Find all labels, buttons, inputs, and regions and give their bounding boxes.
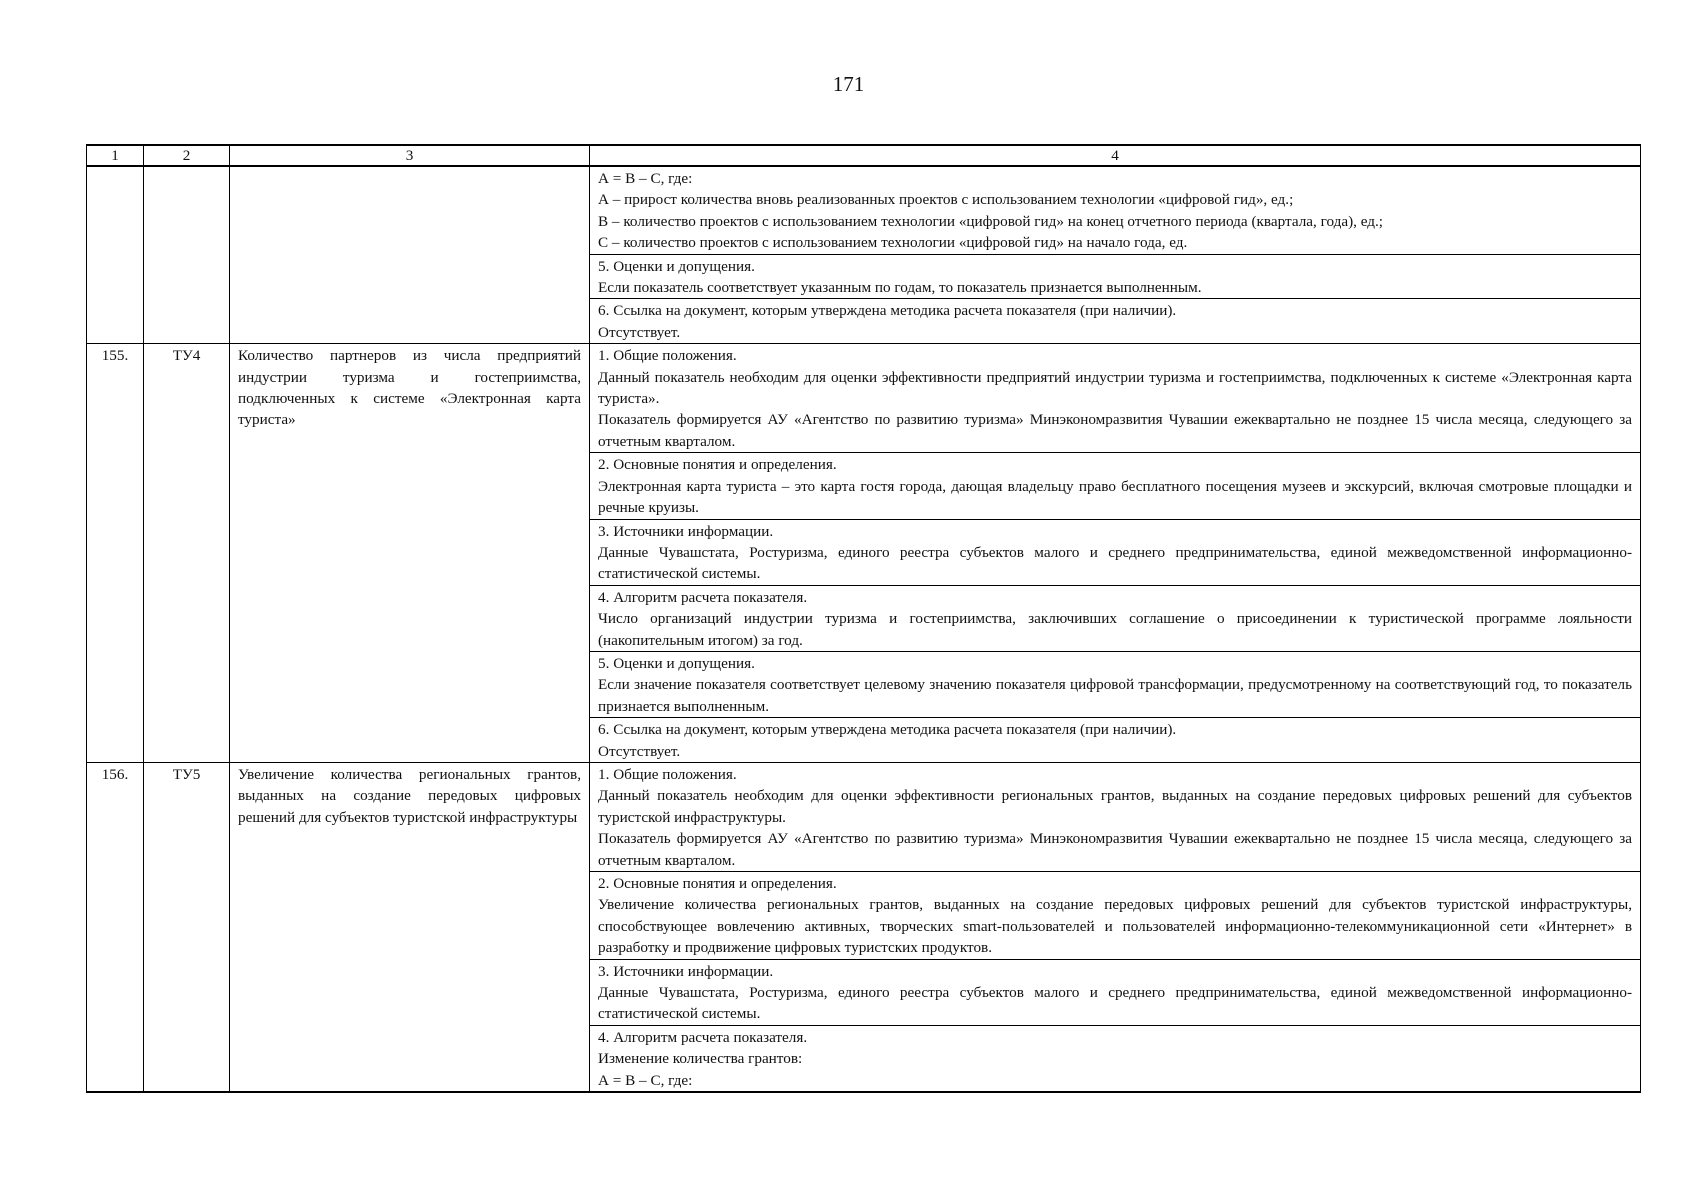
table-row	[87, 166, 1641, 254]
section-reference: 6. Ссылка на документ, которым утверждена методика расчета показателя (при наличии). Отсутствует.	[590, 718, 1641, 763]
column-header-3: 3	[230, 145, 590, 166]
column-header-2: 2	[144, 145, 230, 166]
column-header-1: 1	[87, 145, 144, 166]
indicators-table	[86, 144, 1641, 1093]
indicator-name: Увеличение количества региональных грантов, выданных на создание передовых цифровых решений для субъектов туристской инфраструктуры	[230, 762, 590, 1092]
page-number: 171	[832, 72, 865, 96]
row-number: 155.	[87, 344, 144, 763]
table-row	[87, 254, 1641, 299]
column-header-4: 4	[590, 145, 1641, 166]
section-sources: 3. Источники информации. Данные Чувашстата, Ростуризма, единого реестра субъектов малого и среднего предпринимательства, единой межведомственной информационно-статистической системы.	[590, 959, 1641, 1025]
section-general: 1. Общие положения. Данный показатель необходим для оценки эффективности предприятий индустрии туризма и гостеприимства, подключенных к системе «Электронная карта туриста». Показатель формируется АУ «Агентство по развитию туризма» Минэкономразвития Чувашии ежеквартально не позднее 15 числа месяца, следующего за отчетным кварталом.	[590, 344, 1641, 453]
section-definitions: 2. Основные понятия и определения. Электронная карта туриста – это карта гостя города, дающая владельцу право бесплатного посещения музеев и экскурсий, включая смотровые площадки и речные круизы.	[590, 453, 1641, 519]
section-estimates: 5. Оценки и допущения. Если показатель соответствует указанным по годам, то показатель признается выполненным.	[590, 254, 1641, 299]
table-row	[87, 299, 1641, 344]
indicator-code: ТУ5	[144, 762, 230, 1092]
section-formula: А = В – С, где: А – прирост количества вновь реализованных проектов с использованием технологии «цифровой гид», ед.; В – количество проектов с использованием технологии «цифровой гид» на конец отчетного периода (квартала, года), ед.; С – количество проектов с использованием технологии «цифровой гид» на начало года, ед.	[590, 166, 1641, 254]
indicator-name: Количество партнеров из числа предприятий индустрии туризма и гостеприимства, подключенных к системе «Электронная карта туриста»	[230, 344, 590, 763]
section-algorithm: 4. Алгоритм расчета показателя. Изменение количества грантов: А = В – С, где:	[590, 1025, 1641, 1092]
section-estimates: 5. Оценки и допущения. Если значение показателя соответствует целевому значению показателя цифровой трансформации, предусмотренному на соответствующий год, то показатель признается выполненным.	[590, 651, 1641, 717]
table-row	[87, 344, 1641, 453]
table-row	[87, 762, 1641, 871]
table-header-row	[87, 145, 1641, 166]
section-sources: 3. Источники информации. Данные Чувашстата, Ростуризма, единого реестра субъектов малого и среднего предпринимательства, единой межведомственной информационно-статистической системы.	[590, 519, 1641, 585]
section-reference: 6. Ссылка на документ, которым утверждена методика расчета показателя (при наличии). Отсутствует.	[590, 299, 1641, 344]
section-general: 1. Общие положения. Данный показатель необходим для оценки эффективности региональных грантов, выданных на создание передовых цифровых решений для субъектов туристской инфраструктуры. Показатель формируется АУ «Агентство по развитию туризма» Минэкономразвития Чувашии ежеквартально не позднее 15 числа месяца, следующего за отчетным кварталом.	[590, 762, 1641, 871]
row-number: 156.	[87, 762, 144, 1092]
indicator-code: ТУ4	[144, 344, 230, 763]
section-algorithm: 4. Алгоритм расчета показателя. Число организаций индустрии туризма и гостеприимства, заключивших соглашение о присоединении к туристической программе лояльности (накопительным итогом) за год.	[590, 585, 1641, 651]
section-definitions: 2. Основные понятия и определения. Увеличение количества региональных грантов, выданных на создание передовых цифровых решений для субъектов туристской инфраструктуры, способствующее вовлечению активных, творческих smart-пользователей и пользователей информационно-телекоммуникационной сети «Интернет» в разработку и продвижение цифровых туристских продуктов.	[590, 872, 1641, 960]
